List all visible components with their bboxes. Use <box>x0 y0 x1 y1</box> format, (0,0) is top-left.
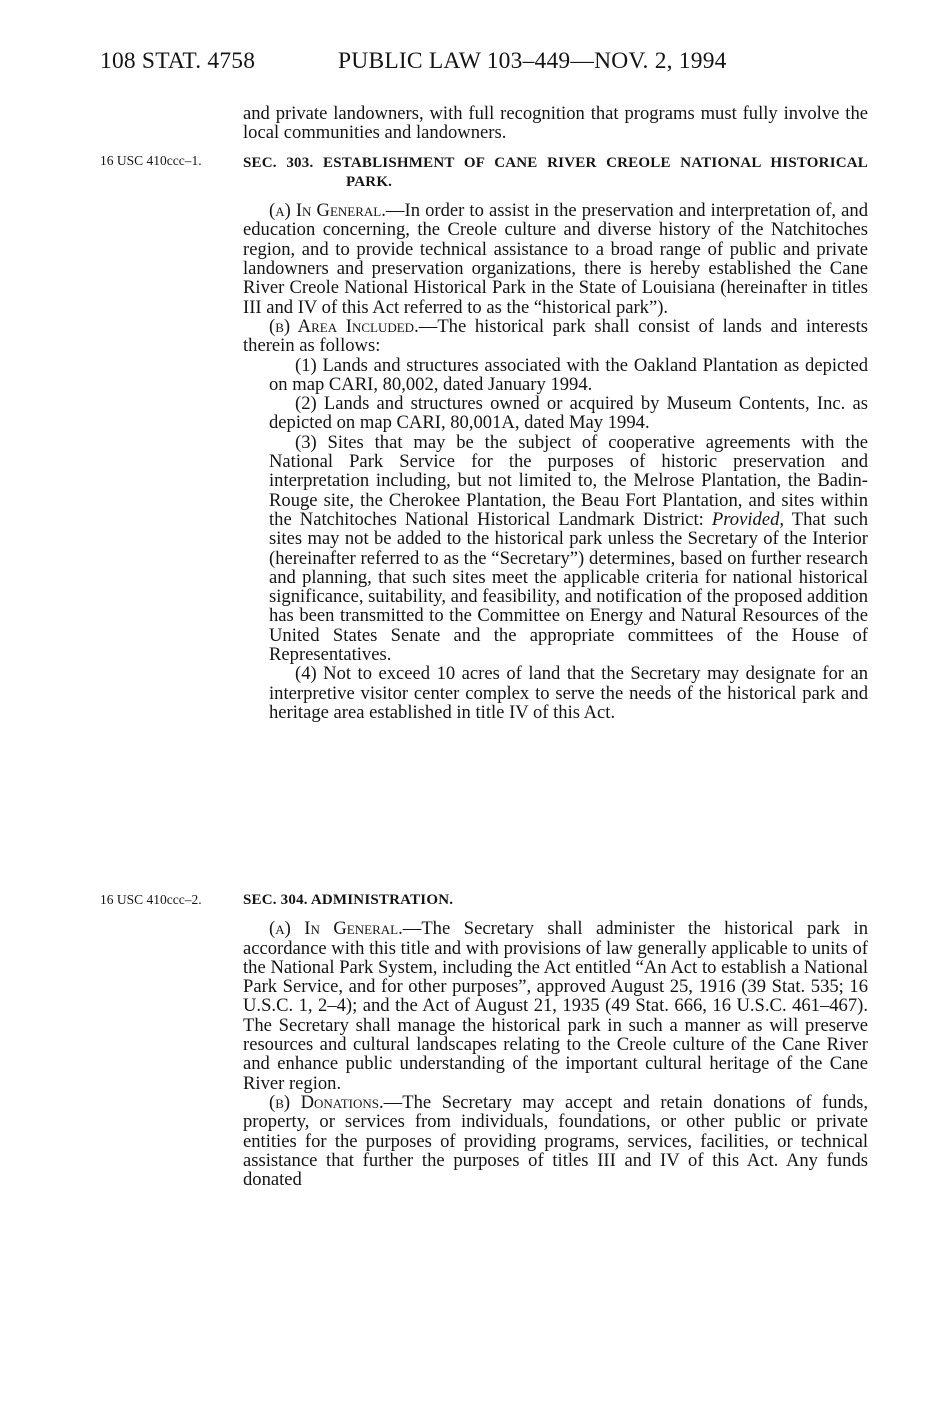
item-303b-1: (1) Lands and structures associated with the Oakland Plantation as depicted on map CARI, 80,002, dated January 1994. <box>269 354 868 395</box>
item-303b-3 <box>243 433 868 665</box>
paragraph-303a <box>243 201 868 317</box>
subsection-text: —In order to assist in the preservation and interpretation of, and education concerning, the Creole culture and diverse history of the Natchitoches region, and to provide technical assistance to a broad range of public and private landowners and preservation organizations, there is hereby established the Cane River Creole National Historical Park in the State of Louisiana (hereinafter in titles III and IV of this Act referred to as the “historical park”). <box>243 200 869 318</box>
running-title: PUBLIC LAW 103–449—NOV. 2, 1994 <box>338 48 727 74</box>
section-304-heading: SEC. 304. ADMINISTRATION. <box>243 892 454 908</box>
subsection-text: —The Secretary may accept and retain donations of funds, property, or services from individuals, foundations, or other public or private entities for the purposes of providing programs, services, facilities, or technical assistance that further the purposes of titles III and IV of this Act. Any funds donated <box>243 1091 869 1191</box>
paragraph-304b <box>243 1093 868 1189</box>
item-303b-4: (4) Not to exceed 10 acres of land that the Secretary may designate for an interpretive visitor center complex to serve the needs of the historical park and heritage area established in title IV of this Act. <box>269 663 868 723</box>
continuation-paragraph: and private landowners, with full recognition that programs must fully involve the local communities and landowners. <box>243 103 868 144</box>
section-303-block <box>243 104 868 722</box>
section-304-block <box>243 891 868 1189</box>
statute-page-number: 108 STAT. 4758 <box>100 48 256 74</box>
subsection-label: (a) In General. <box>269 918 403 940</box>
item-text: (3) Sites that may be the subject of cooperative agreements with the National Park Service for the purposes of historic preservation and interpretation including, but not limited to, the Melrose Plantation, the Badin-Rouge site, the Cherokee Plantation, the Beau Fort Plantation, and sites within the Natchitoches National Historical Landmark District: <box>269 431 868 530</box>
subsection-text: —The Secretary shall administer the historical park in accordance with this title and with provisions of law generally applicable to units of the National Park System, including the Act entitled “An Act to establish a National Park Service, and for other purposes”, approved August 25, 1916 (39 Stat. 535; 16 U.S.C. 1, 2–4); and the Act of August 21, 1935 (49 Stat. 666, 16 U.S.C. 461–467). The Secretary shall manage the historical park in such a manner as will preserve resources and cultural landscapes relating to the Creole culture of the Cane River and enhance public understanding of the important cultural heritage of the Cane River region. <box>243 918 868 1094</box>
subsection-label: (b) Area Included. <box>269 315 419 337</box>
subsection-text: —The historical park shall consist of lands and interests therein as follows: <box>243 315 869 357</box>
item-text: That such sites may not be added to the historical park unless the Secretary of the Interior (hereinafter referred to as the “Secretary”) determines, based on further research and planning, that such sites meet the applicable criteria for national historical significance, suitability, and feasibility, and notification of the proposed addition has been transmitted to the Committee on Energy and Natural Resources of the United States Senate and the appropriate committees of the House of Representatives. <box>269 508 868 666</box>
margin-note-sec303: 16 USC 410ccc–1. <box>100 153 202 168</box>
subsection-label: (a) In General. <box>269 200 386 222</box>
item-303b-2: (2) Lands and structures owned or acquired by Museum Contents, Inc. as depicted on map CARI, 80,001A, dated May 1994. <box>269 393 868 434</box>
section-303-heading: SEC. 303. ESTABLISHMENT OF CANE RIVER CREOLE NATIONAL HISTORICAL PARK. <box>243 154 868 190</box>
paragraph-303b <box>243 317 868 356</box>
subsection-label: (b) Donations. <box>269 1091 384 1113</box>
proviso-word: Provided, <box>711 508 785 530</box>
margin-note-sec304: 16 USC 410ccc–2. <box>100 892 202 907</box>
paragraph-304a <box>243 919 868 1093</box>
